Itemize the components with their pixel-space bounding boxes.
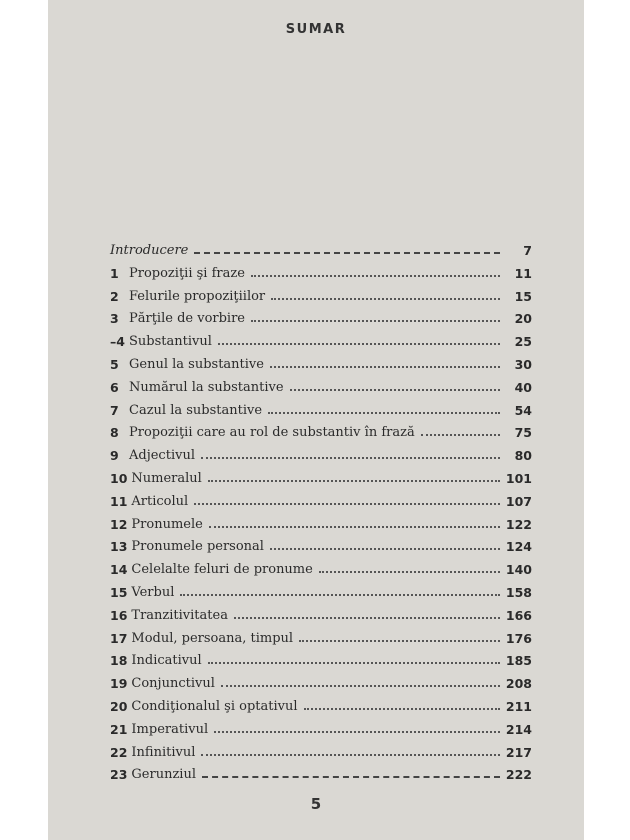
- leader-dots: [209, 526, 500, 528]
- toc-row: [110, 554, 532, 577]
- toc-page-number: 222: [505, 767, 532, 783]
- toc-row: [110, 258, 532, 281]
- toc-row: [110, 600, 532, 623]
- chapter-number: 9: [110, 448, 119, 464]
- toc-row-introduction: [110, 232, 532, 258]
- chapter-number: 19: [110, 676, 128, 692]
- chapter-number: 10: [110, 470, 128, 486]
- leader-dots: [290, 389, 500, 391]
- chapter-number: 3: [110, 311, 119, 327]
- book-page: [48, 0, 584, 840]
- toc-row: [110, 668, 532, 691]
- chapter-number: 17: [110, 630, 128, 646]
- toc-row: [110, 486, 532, 509]
- toc-page-number: 185: [505, 653, 532, 669]
- leader-dots: [234, 617, 500, 619]
- leader-dots: [208, 480, 500, 482]
- leader-dots: [271, 298, 500, 300]
- toc-entry-label: Conjunctivul: [131, 676, 215, 692]
- toc-entry-label: Celelalte feluri de pronume: [131, 562, 313, 578]
- leader-dots: [202, 776, 500, 778]
- toc-entry-label: Verbul: [131, 584, 175, 600]
- leader-dots: [214, 731, 500, 733]
- toc-page-number: 107: [505, 493, 532, 509]
- toc-page-number: 176: [505, 630, 532, 646]
- toc-entry-label: Adjectivul: [129, 448, 195, 464]
- toc-entry-label: Imperativul: [131, 721, 209, 737]
- chapter-number: 21: [110, 721, 128, 737]
- toc-row: [110, 760, 532, 783]
- leader-dots: [251, 320, 500, 322]
- toc-page-number: 80: [514, 448, 532, 464]
- toc-row: [110, 304, 532, 327]
- toc-row: [110, 440, 532, 463]
- toc-row: [110, 395, 532, 418]
- chapter-number: 23: [110, 767, 128, 783]
- leader-dots: [268, 412, 500, 414]
- toc-row: [110, 372, 532, 395]
- toc-page-number: 158: [505, 584, 532, 600]
- toc-row: [110, 509, 532, 532]
- toc-page-number: 11: [514, 265, 532, 281]
- toc-entry-label: Infinitivul: [131, 744, 196, 760]
- toc-entry-label: Gerunziul: [131, 767, 196, 783]
- toc-row: [110, 646, 532, 669]
- toc-entry-label: Felurile propoziţiilor: [129, 288, 266, 304]
- toc-entries: [110, 258, 532, 782]
- toc-entry-label: Pronumele personal: [131, 539, 264, 555]
- leader-dots: [221, 685, 500, 687]
- toc-row: [110, 463, 532, 486]
- toc-entry-label: Pronumele: [131, 516, 203, 532]
- toc-page-number: 20: [514, 311, 532, 327]
- toc-entry-label: Părţile de vorbire: [129, 311, 245, 327]
- chapter-number: 20: [110, 698, 128, 714]
- toc-page-number: 25: [514, 334, 532, 350]
- toc-page-number: 122: [505, 516, 532, 532]
- toc-entry-label: Modul, persoana, timpul: [131, 630, 294, 646]
- chapter-number: –4: [110, 334, 125, 350]
- toc-page-number: 208: [505, 676, 532, 692]
- toc-row: [110, 691, 532, 714]
- toc-page-number: 166: [505, 607, 532, 623]
- toc-page-number: 101: [505, 470, 532, 486]
- leader-dots: [201, 457, 500, 459]
- leader-dots: [304, 708, 500, 710]
- toc-entry-label: Indicativul: [131, 653, 202, 669]
- toc-entry-label: Propoziţii care au rol de substantiv în frază: [129, 425, 415, 441]
- toc-entry-label: Introducere: [110, 243, 189, 258]
- chapter-number: 12: [110, 516, 128, 532]
- toc-page-number: 54: [514, 402, 532, 418]
- chapter-number: 11: [110, 493, 128, 509]
- page-title: SUMAR: [285, 22, 347, 37]
- toc-entry-label: Numeralul: [131, 470, 202, 486]
- leader-dots: [299, 640, 500, 642]
- toc-page-number: 211: [505, 698, 532, 714]
- toc-page-number: 15: [514, 288, 532, 304]
- leader-dots: [194, 252, 500, 254]
- toc-page-number: 124: [505, 539, 532, 555]
- toc-page-number: 30: [514, 356, 532, 372]
- toc-page-number: 40: [514, 379, 532, 395]
- toc-row: [110, 418, 532, 441]
- chapter-number: 16: [110, 607, 128, 623]
- chapter-number: 18: [110, 653, 128, 669]
- chapter-number: 6: [110, 379, 119, 395]
- toc-row: [110, 281, 532, 304]
- toc-row: [110, 326, 532, 349]
- leader-dots: [421, 434, 500, 436]
- toc-entry-label: Substantivul: [129, 334, 212, 350]
- chapter-number: 7: [110, 402, 119, 418]
- toc-page-number: 140: [505, 562, 532, 578]
- toc-row: [110, 349, 532, 372]
- toc-row: [110, 577, 532, 600]
- chapter-number: 1: [110, 265, 119, 281]
- toc-entry-label: Articolul: [131, 493, 189, 509]
- toc-page-number: 214: [505, 721, 532, 737]
- toc-entry-label: Numărul la substantive: [129, 379, 284, 395]
- toc-entry-label: Genul la substantive: [129, 356, 264, 372]
- leader-dots: [201, 754, 500, 756]
- leader-dots: [251, 275, 500, 277]
- toc-page-number: 217: [505, 744, 532, 760]
- chapter-number: 14: [110, 562, 128, 578]
- toc-row: [110, 532, 532, 555]
- toc-entry-label: Cazul la substantive: [129, 402, 263, 418]
- chapter-number: 13: [110, 539, 128, 555]
- chapter-number: 8: [110, 425, 119, 441]
- leader-dots: [270, 366, 500, 368]
- leader-dots: [319, 571, 500, 573]
- chapter-number: 15: [110, 584, 128, 600]
- toc-entry-label: Propoziţii şi fraze: [129, 265, 245, 281]
- chapter-number: 22: [110, 744, 128, 760]
- table-of-contents: [110, 232, 532, 782]
- toc-row: [110, 714, 532, 737]
- page-number: 5: [310, 795, 322, 813]
- leader-dots: [218, 343, 500, 345]
- toc-page-number: 7: [523, 243, 532, 258]
- toc-page-number: 75: [514, 425, 532, 441]
- toc-entry-label: Tranzitivitatea: [131, 607, 228, 623]
- toc-entry-label: Condiţionalul şi optativul: [131, 698, 298, 714]
- leader-dots: [270, 548, 500, 550]
- leader-dots: [208, 662, 500, 664]
- leader-dots: [180, 594, 500, 596]
- chapter-number: 2: [110, 288, 119, 304]
- toc-row: [110, 737, 532, 760]
- chapter-number: 5: [110, 356, 119, 372]
- toc-row: [110, 623, 532, 646]
- leader-dots: [194, 503, 500, 505]
